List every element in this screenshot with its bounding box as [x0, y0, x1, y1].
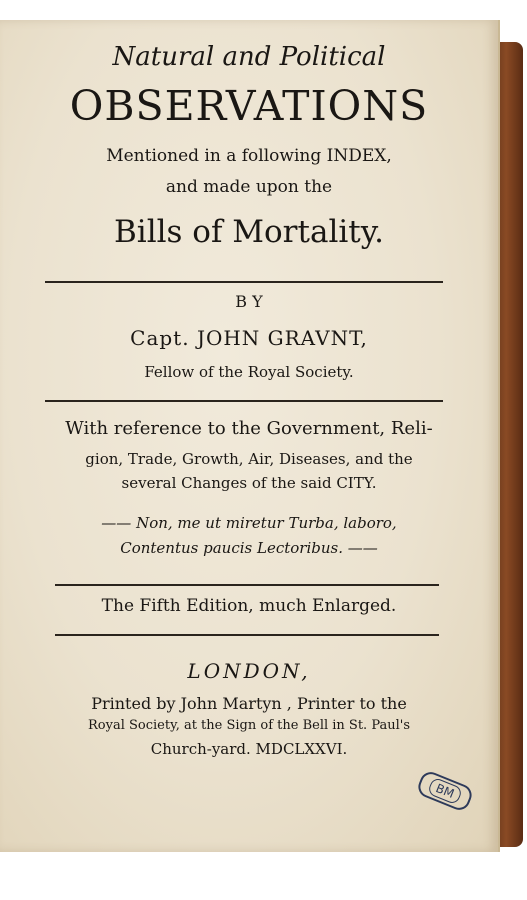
title-mentioned-index: Mentioned in a following INDEX,: [106, 146, 392, 166]
reference-line-2: gion, Trade, Growth, Air, Diseases, and the: [85, 450, 413, 468]
author-name: Capt. JOHN GRAVNT,: [130, 326, 368, 350]
bm-library-stamp: [415, 769, 475, 813]
rule-2: [45, 400, 443, 402]
imprint-line-2: Royal Society, at the Sign of the Bell in St. Paul's: [87, 718, 411, 733]
title-line-natural-political: Natural and Political: [112, 42, 386, 72]
title-observations: OBSERVATIONS: [69, 82, 429, 130]
motto-line-1: —— Non, me ut miretur Turba, laboro,: [101, 514, 397, 532]
title-bills-of-mortality: Bills of Mortality.: [114, 214, 384, 250]
imprint-city: LONDON,: [187, 659, 311, 683]
title-made-upon: and made upon the: [165, 177, 333, 197]
reference-line-3: several Changes of the said CITY.: [121, 474, 377, 492]
reference-line-1: With reference to the Government, Reli-: [65, 418, 433, 439]
author-fellow: Fellow of the Royal Society.: [144, 363, 354, 381]
rule-4: [55, 634, 439, 636]
imprint-line-1: Printed by John Martyn , Printer to the: [91, 694, 407, 713]
rule-3: [55, 584, 439, 586]
author-by: B Y: [235, 292, 263, 311]
motto-line-2: Contentus paucis Lectoribus. ——: [120, 539, 378, 557]
book: [0, 20, 527, 852]
imprint-line-3: Church-yard. MDCLXXVI.: [150, 740, 348, 758]
bm-stamp-text: BM: [427, 777, 464, 806]
title-page: [0, 20, 500, 852]
rule-1: [45, 281, 443, 283]
edition: The Fifth Edition, much Enlarged.: [101, 596, 397, 616]
